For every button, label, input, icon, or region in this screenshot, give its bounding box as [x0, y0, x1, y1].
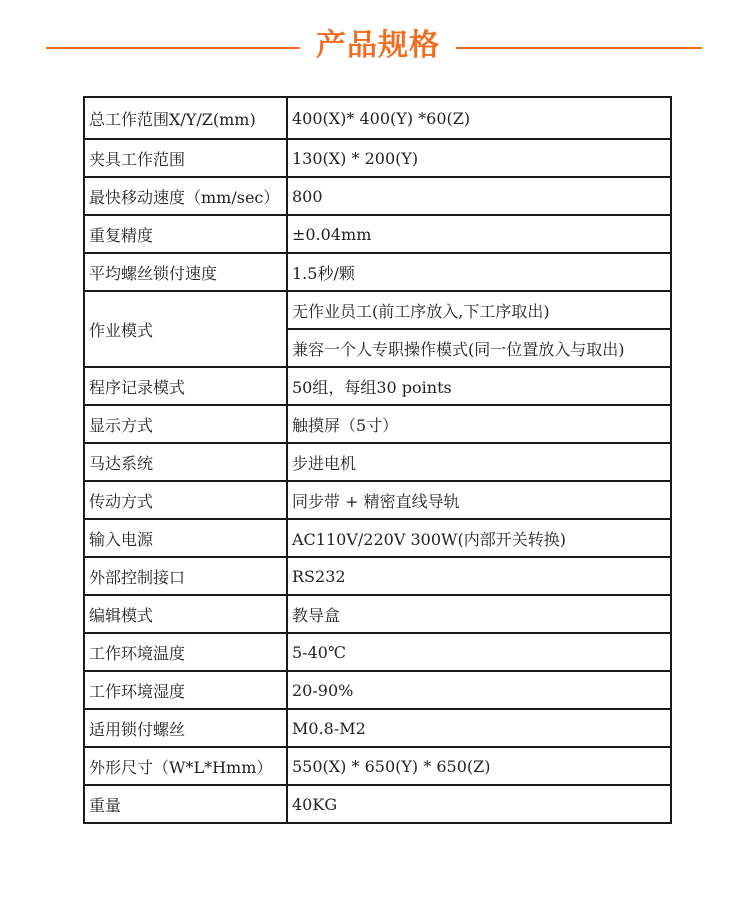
spec-value: 无作业员工(前工序放入,下工序取出) — [287, 291, 671, 329]
spec-label: 编辑模式 — [84, 595, 287, 633]
spec-value: 兼容一个人专职操作模式(同一位置放入与取出) — [287, 329, 671, 367]
spec-value: 触摸屏（5寸） — [287, 405, 671, 443]
spec-row-fixture-range — [84, 139, 671, 177]
header-divider-right — [456, 47, 702, 49]
spec-label: 马达系统 — [84, 443, 287, 481]
spec-value: 步进电机 — [287, 443, 671, 481]
spec-value: RS232 — [287, 557, 671, 595]
spec-label: 重量 — [84, 785, 287, 823]
spec-value: 教导盒 — [287, 595, 671, 633]
spec-label: 总工作范围X/Y/Z(mm) — [84, 97, 287, 139]
spec-value: 同步带 + 精密直线导轨 — [287, 481, 671, 519]
spec-value: 5-40℃ — [287, 633, 671, 671]
spec-label: 程序记录模式 — [84, 367, 287, 405]
spec-value: AC110V/220V 300W(内部开关转换) — [287, 519, 671, 557]
spec-row-program-record — [84, 367, 671, 405]
section-header — [0, 0, 750, 96]
section-title: 产品规格 — [316, 28, 440, 63]
spec-label: 作业模式 — [84, 291, 287, 367]
spec-row-motor — [84, 443, 671, 481]
spec-row-screw-size — [84, 709, 671, 747]
spec-label: 夹具工作范围 — [84, 139, 287, 177]
spec-label: 重复精度 — [84, 215, 287, 253]
spec-label: 传动方式 — [84, 481, 287, 519]
spec-row-screw-speed — [84, 253, 671, 291]
spec-row-interface — [84, 557, 671, 595]
spec-label: 工作环境温度 — [84, 633, 287, 671]
spec-value: 40KG — [287, 785, 671, 823]
spec-value: M0.8-M2 — [287, 709, 671, 747]
spec-row-work-mode — [84, 291, 671, 329]
spec-row-dimensions — [84, 747, 671, 785]
spec-value: 20-90% — [287, 671, 671, 709]
spec-label: 平均螺丝锁付速度 — [84, 253, 287, 291]
spec-row-edit-mode — [84, 595, 671, 633]
header-divider-left — [46, 47, 300, 49]
spec-label: 输入电源 — [84, 519, 287, 557]
spec-table — [83, 96, 672, 824]
spec-label: 适用锁付螺丝 — [84, 709, 287, 747]
spec-label: 工作环境湿度 — [84, 671, 287, 709]
spec-row-display — [84, 405, 671, 443]
spec-value: 800 — [287, 177, 671, 215]
spec-value: 130(X) * 200(Y) — [287, 139, 671, 177]
spec-row-humidity — [84, 671, 671, 709]
spec-value: 1.5秒/颗 — [287, 253, 671, 291]
spec-value: 550(X) * 650(Y) * 650(Z) — [287, 747, 671, 785]
spec-row-repeat-accuracy — [84, 215, 671, 253]
spec-row-power — [84, 519, 671, 557]
spec-label: 最快移动速度（mm/sec） — [84, 177, 287, 215]
spec-value: 50组，每组30 points — [287, 367, 671, 405]
spec-row-transmission — [84, 481, 671, 519]
spec-label: 外部控制接口 — [84, 557, 287, 595]
spec-label: 显示方式 — [84, 405, 287, 443]
spec-value: ±0.04mm — [287, 215, 671, 253]
spec-row-temperature — [84, 633, 671, 671]
spec-value: 400(X)* 400(Y) *60(Z) — [287, 97, 671, 139]
spec-row-max-speed — [84, 177, 671, 215]
spec-row-work-range — [84, 97, 671, 139]
spec-label: 外形尺寸（W*L*Hmm） — [84, 747, 287, 785]
spec-row-weight — [84, 785, 671, 823]
